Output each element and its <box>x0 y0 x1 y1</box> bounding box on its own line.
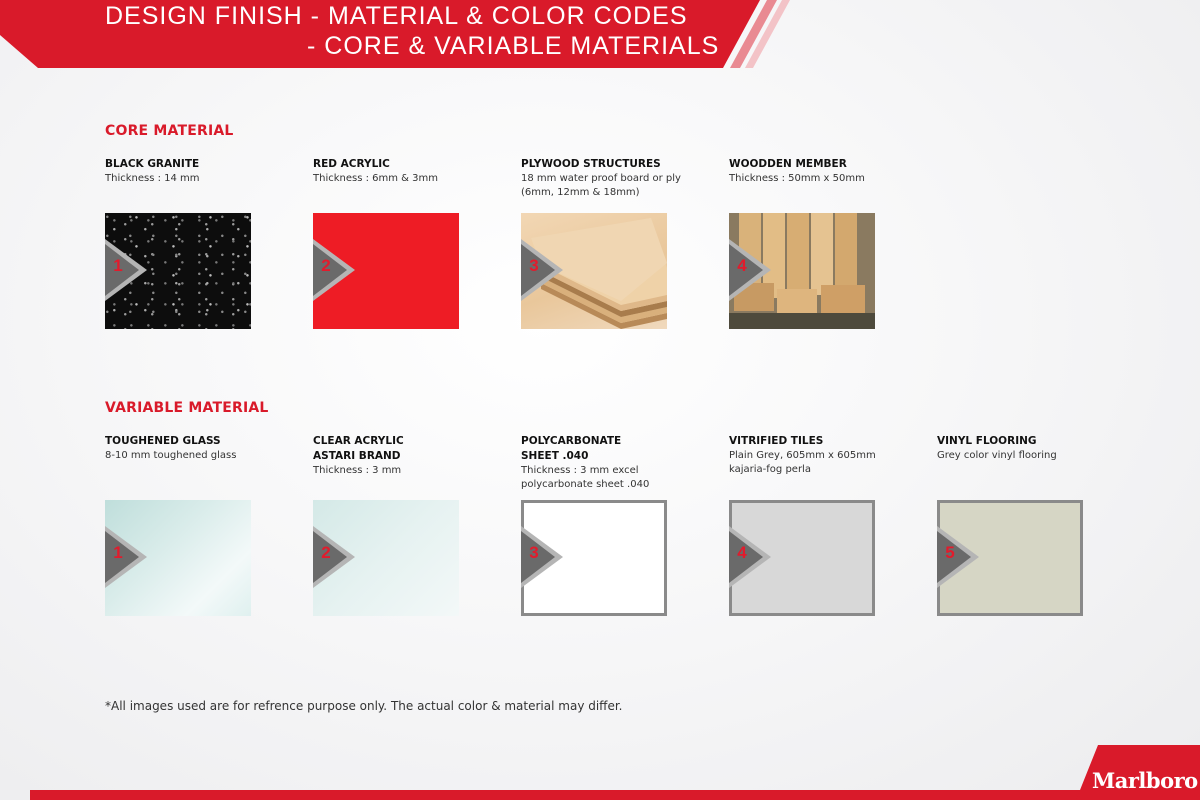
material-desc: Thickness : 3 mm <box>313 465 402 476</box>
swatch-vinyl-flooring <box>937 500 1083 616</box>
number-tag <box>729 526 771 588</box>
swatch-clear-acrylic <box>313 500 459 616</box>
material-name: PLYWOOD STRUCTURES <box>521 158 661 170</box>
material-desc: Thickness : 3 mm excel polycarbonate sheet .040 <box>521 465 650 490</box>
material-desc: Plain Grey, 605mm x 605mm kajaria-fog perla <box>729 450 876 475</box>
number-tag-label: 1 <box>113 543 123 562</box>
material-name: TOUGHENED GLASS <box>105 435 221 447</box>
page-title-line-2: - CORE & VARIABLE MATERIALS <box>307 32 720 60</box>
material-desc: 18 mm water proof board or ply (6mm, 12mm & 18mm) <box>521 173 681 198</box>
number-tag-label: 5 <box>945 543 955 562</box>
material-desc: Thickness : 6mm & 3mm <box>313 173 438 184</box>
material-label-plywood <box>521 157 701 200</box>
material-label-vinyl-flooring <box>937 434 1117 463</box>
number-tag <box>313 526 355 588</box>
material-name: VINYL FLOORING <box>937 435 1037 447</box>
core-material-heading: CORE MATERIAL <box>105 123 234 139</box>
material-name: VITRIFIED TILES <box>729 435 824 447</box>
material-label-toughened-glass <box>105 434 285 463</box>
number-tag <box>105 526 147 588</box>
number-tag-label: 2 <box>321 543 331 562</box>
swatch-plywood <box>521 213 667 329</box>
material-label-polycarbonate <box>521 434 701 492</box>
footer-bar <box>30 790 1200 800</box>
swatch-wooden-member <box>729 213 875 329</box>
swatch-toughened-glass <box>105 500 251 616</box>
number-tag <box>313 239 355 301</box>
page-title-line-1: DESIGN FINISH - MATERIAL & COLOR CODES <box>105 2 688 30</box>
number-tag <box>729 239 771 301</box>
material-label-wooden-member <box>729 157 909 186</box>
swatch-polycarbonate <box>521 500 667 616</box>
swatch-vitrified-tiles <box>729 500 875 616</box>
number-tag-label: 3 <box>529 543 539 562</box>
number-tag-label: 3 <box>529 256 539 275</box>
material-name: CLEAR ACRYLIC ASTARI BRAND <box>313 435 404 462</box>
material-label-black-granite <box>105 157 285 186</box>
material-name: POLYCARBONATE SHEET .040 <box>521 435 622 462</box>
swatch-black-granite <box>105 213 251 329</box>
material-desc: 8-10 mm toughened glass <box>105 450 237 461</box>
brand-logo: Marlboro <box>1092 768 1198 793</box>
number-tag-label: 2 <box>321 256 331 275</box>
number-tag <box>937 526 979 588</box>
swatch-red-acrylic <box>313 213 459 329</box>
number-tag <box>521 526 563 588</box>
material-name: WOODDEN MEMBER <box>729 158 847 170</box>
number-tag-label: 4 <box>737 256 747 275</box>
material-label-vitrified-tiles <box>729 434 909 477</box>
variable-material-heading: VARIABLE MATERIAL <box>105 400 269 416</box>
material-desc: Grey color vinyl flooring <box>937 450 1057 461</box>
material-desc: Thickness : 14 mm <box>105 173 200 184</box>
number-tag-label: 4 <box>737 543 747 562</box>
material-name: RED ACRYLIC <box>313 158 390 170</box>
material-name: BLACK GRANITE <box>105 158 200 170</box>
disclaimer-footnote: *All images used are for refrence purpose only. The actual color & material may differ. <box>105 699 623 713</box>
material-desc: Thickness : 50mm x 50mm <box>729 173 865 184</box>
number-tag <box>105 239 147 301</box>
material-label-clear-acrylic <box>313 434 493 478</box>
header-banner <box>0 0 790 68</box>
number-tag <box>521 239 563 301</box>
number-tag-label: 1 <box>113 256 123 275</box>
material-label-red-acrylic <box>313 157 493 186</box>
